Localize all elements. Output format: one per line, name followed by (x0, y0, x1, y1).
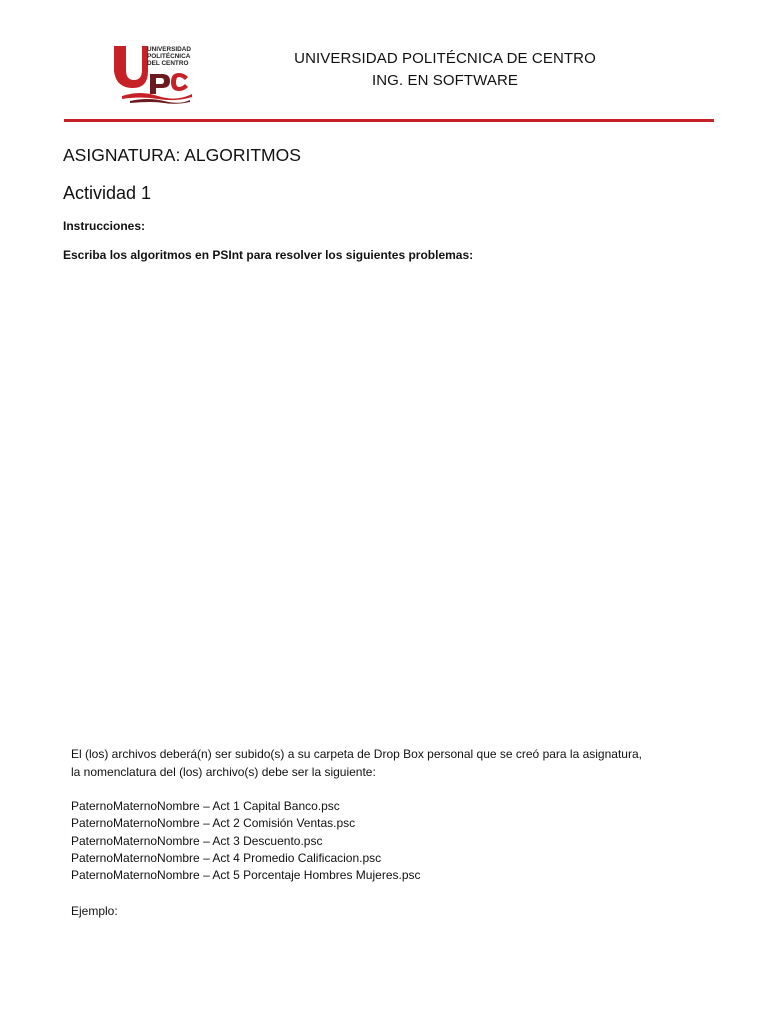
example-label: Ejemplo: (71, 904, 118, 918)
upload-instructions (71, 746, 711, 781)
file-name-item: PaternoMaternoNombre – Act 3 Descuento.psc (71, 833, 323, 848)
file-name-item: PaternoMaternoNombre – Act 1 Capital Banco.psc (71, 799, 340, 813)
instructions-label: Instrucciones: (63, 219, 146, 233)
upload-line-2: la nomenclatura del (los) archivo(s) debe ser la siguiente: (71, 764, 376, 779)
logo-text-line1: UNIVERSIDAD (147, 46, 192, 53)
header-divider (64, 119, 714, 122)
activity-heading: Actividad 1 (63, 183, 152, 203)
header-title-block (230, 48, 660, 92)
upload-line-1: El (los) archivos deberá(n) ser subido(s) a su carpeta de Drop Box personal que se creó para la asignatura, (71, 747, 642, 761)
logo-text-line3: DEL CENTRO (147, 60, 189, 67)
file-name-item: PaternoMaternoNombre – Act 2 Comisión Ventas.psc (71, 816, 356, 831)
file-name-list (71, 798, 421, 884)
university-logo (110, 40, 194, 106)
subject-heading: ASIGNATURA: ALGORITMOS (63, 145, 301, 165)
program-name: ING. EN SOFTWARE (371, 72, 519, 89)
instructions-text: Escriba los algoritmos en PSInt para resolver los siguientes problemas: (63, 248, 474, 262)
file-name-item: PaternoMaternoNombre – Act 4 Promedio Calificacion.psc (71, 850, 382, 865)
university-name: UNIVERSIDAD POLITÉCNICA DE CENTRO (294, 50, 596, 67)
logo-text-line2: POLITÉCNICA (147, 53, 191, 60)
file-name-item: PaternoMaternoNombre – Act 5 Porcentaje Hombres Mujeres.psc (71, 868, 421, 883)
